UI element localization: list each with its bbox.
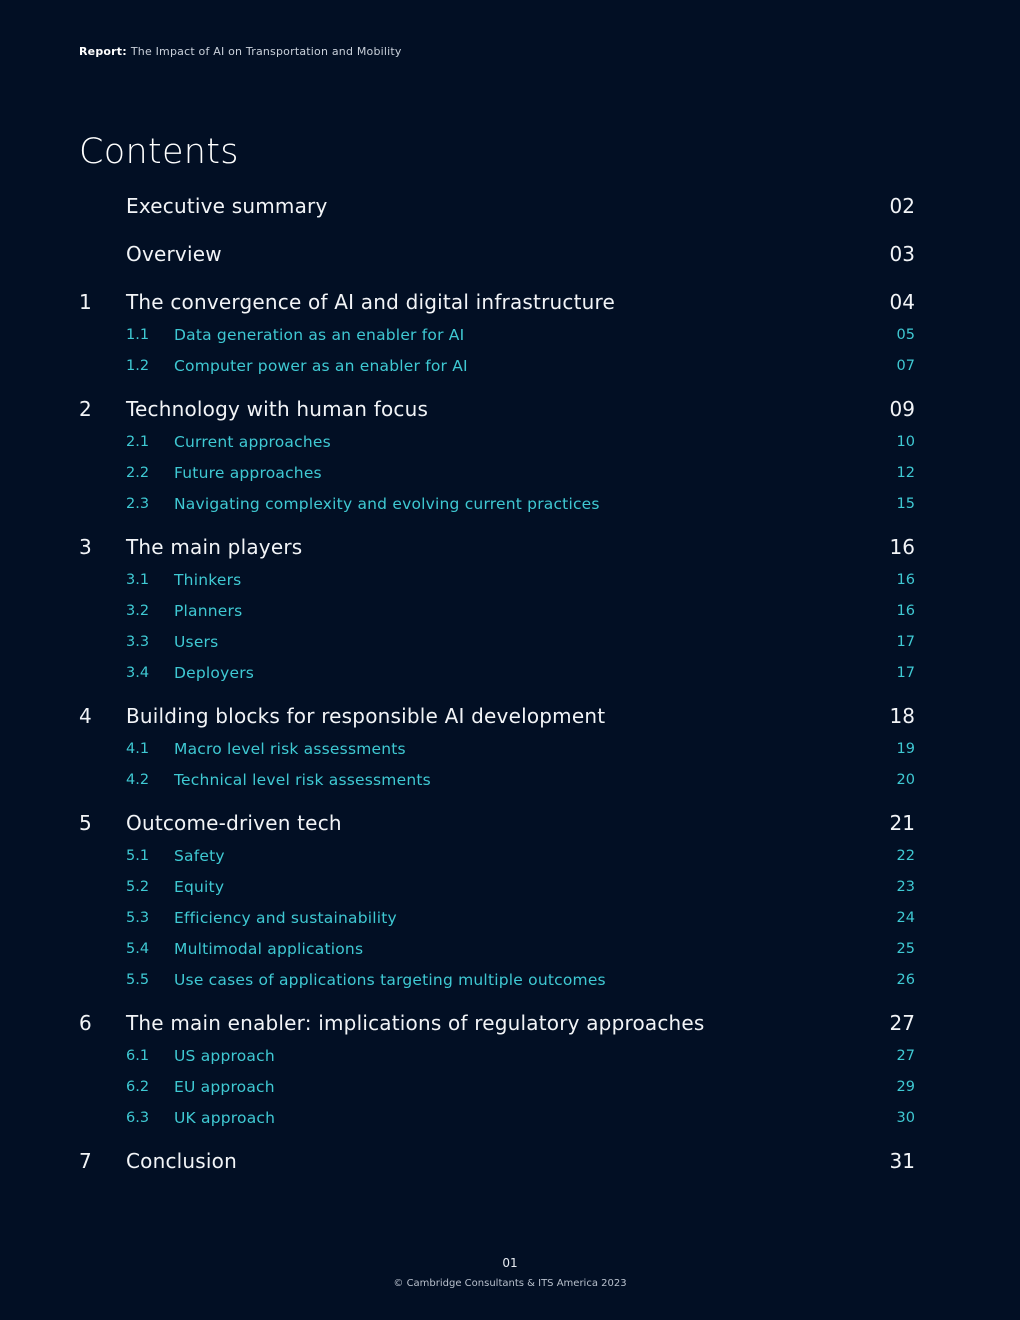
section-title: Navigating complexity and evolving current practices	[174, 494, 600, 513]
toc-subsection[interactable]	[79, 457, 915, 488]
section-title: The main enabler: implications of regulatory approaches	[126, 1011, 705, 1035]
toc-section[interactable]	[79, 530, 915, 564]
toc-subsection[interactable]	[79, 564, 915, 595]
section-number: 4.2	[126, 771, 150, 788]
page-ref: 27	[896, 1047, 915, 1064]
page-ref: 19	[896, 740, 915, 757]
toc-subsection[interactable]	[79, 657, 915, 688]
section-title: The main players	[126, 535, 303, 559]
page-ref: 25	[896, 940, 915, 957]
page-ref: 29	[896, 1078, 915, 1095]
section-number: 5	[79, 811, 92, 835]
section-number: 6.3	[126, 1109, 150, 1126]
toc-subsection[interactable]	[79, 764, 915, 795]
page-ref: 04	[889, 290, 915, 314]
page-ref: 05	[896, 326, 915, 343]
page-ref: 16	[889, 535, 915, 559]
toc-subsection[interactable]	[79, 933, 915, 964]
section-number: 7	[79, 1149, 92, 1173]
page-ref: 21	[889, 811, 915, 835]
page-ref: 26	[896, 971, 915, 988]
section-title: Technical level risk assessments	[174, 770, 431, 789]
section-number: 5.2	[126, 878, 150, 895]
section-title: Data generation as an enabler for AI	[174, 325, 465, 344]
toc-subsection[interactable]	[79, 1040, 915, 1071]
section-title: Executive summary	[126, 194, 328, 218]
section-number: 5.3	[126, 909, 150, 926]
section-title: US approach	[174, 1046, 275, 1065]
section-number: 4	[79, 704, 92, 728]
toc-subsection[interactable]	[79, 319, 915, 350]
toc-subsection[interactable]	[79, 840, 915, 871]
toc-subsection[interactable]	[79, 626, 915, 657]
section-number: 2.2	[126, 464, 150, 481]
section-title: Equity	[174, 877, 225, 896]
toc-section[interactable]	[79, 285, 915, 319]
page-number: 01	[502, 1256, 518, 1270]
toc-subsection[interactable]	[79, 595, 915, 626]
section-title: Use cases of applications targeting multiple outcomes	[174, 970, 606, 989]
page-ref: 20	[896, 771, 915, 788]
section-title: Safety	[174, 846, 225, 865]
section-title: Macro level risk assessments	[174, 739, 406, 758]
page-ref: 17	[896, 664, 915, 681]
section-title: Thinkers	[174, 570, 242, 589]
toc-section[interactable]	[79, 237, 915, 271]
toc-subsection[interactable]	[79, 1071, 915, 1102]
section-number: 5.1	[126, 847, 150, 864]
toc-section[interactable]	[79, 806, 915, 840]
toc-section[interactable]	[79, 1144, 915, 1178]
section-number: 3.2	[126, 602, 150, 619]
section-number: 5.4	[126, 940, 150, 957]
page-ref: 12	[896, 464, 915, 481]
page-ref: 22	[896, 847, 915, 864]
section-title: Efficiency and sustainability	[174, 908, 397, 927]
section-title: Outcome-driven tech	[126, 811, 342, 835]
section-number: 4.1	[126, 740, 150, 757]
toc-subsection[interactable]	[79, 350, 915, 381]
section-number: 3.1	[126, 571, 150, 588]
section-number: 5.5	[126, 971, 150, 988]
section-number: 6.2	[126, 1078, 150, 1095]
copyright: © Cambridge Consultants & ITS America 2023	[393, 1278, 627, 1289]
page-ref: 23	[896, 878, 915, 895]
page-title: Contents	[79, 132, 239, 172]
page-ref: 17	[896, 633, 915, 650]
section-title: Multimodal applications	[174, 939, 364, 958]
header-label: Report:	[79, 45, 127, 58]
toc-section[interactable]	[79, 189, 915, 223]
page-ref: 31	[889, 1149, 915, 1173]
section-title: Computer power as an enabler for AI	[174, 356, 468, 375]
toc-subsection[interactable]	[79, 964, 915, 995]
section-title: EU approach	[174, 1077, 275, 1096]
section-title: Overview	[126, 242, 222, 266]
section-title: Current approaches	[174, 432, 331, 451]
section-number: 3.4	[126, 664, 150, 681]
report-header	[79, 45, 402, 58]
section-title: Deployers	[174, 663, 255, 682]
page-ref: 10	[896, 433, 915, 450]
table-of-contents	[79, 189, 915, 1178]
toc-subsection[interactable]	[79, 1102, 915, 1133]
section-title: Future approaches	[174, 463, 322, 482]
section-title: Building blocks for responsible AI development	[126, 704, 606, 728]
section-title: UK approach	[174, 1108, 276, 1127]
page-ref: 09	[889, 397, 915, 421]
page-ref: 16	[896, 602, 915, 619]
toc-subsection[interactable]	[79, 488, 915, 519]
section-number: 2.1	[126, 433, 150, 450]
section-title: The convergence of AI and digital infrastructure	[126, 290, 615, 314]
section-number: 6	[79, 1011, 92, 1035]
section-number: 1	[79, 290, 92, 314]
toc-subsection[interactable]	[79, 871, 915, 902]
section-number: 2.3	[126, 495, 150, 512]
toc-section[interactable]	[79, 1006, 915, 1040]
section-title: Planners	[174, 601, 243, 620]
page-ref: 03	[889, 242, 915, 266]
section-number: 6.1	[126, 1047, 150, 1064]
page-ref: 15	[896, 495, 915, 512]
section-number: 1.2	[126, 357, 150, 374]
section-title: Users	[174, 632, 219, 651]
toc-subsection[interactable]	[79, 733, 915, 764]
section-number: 2	[79, 397, 92, 421]
page-ref: 18	[889, 704, 915, 728]
section-number: 1.1	[126, 326, 150, 343]
page-ref: 30	[896, 1109, 915, 1126]
toc-subsection[interactable]	[79, 426, 915, 457]
toc-subsection[interactable]	[79, 902, 915, 933]
page-ref: 07	[896, 357, 915, 374]
section-number: 3.3	[126, 633, 150, 650]
section-title: Conclusion	[126, 1149, 237, 1173]
header-title: The Impact of AI on Transportation and Mobility	[130, 45, 402, 58]
page-ref: 27	[889, 1011, 915, 1035]
section-number: 3	[79, 535, 92, 559]
page-ref: 16	[896, 571, 915, 588]
page-ref: 24	[896, 909, 915, 926]
toc-section[interactable]	[79, 392, 915, 426]
page-ref: 02	[889, 194, 915, 218]
toc-section[interactable]	[79, 699, 915, 733]
section-title: Technology with human focus	[126, 397, 429, 421]
